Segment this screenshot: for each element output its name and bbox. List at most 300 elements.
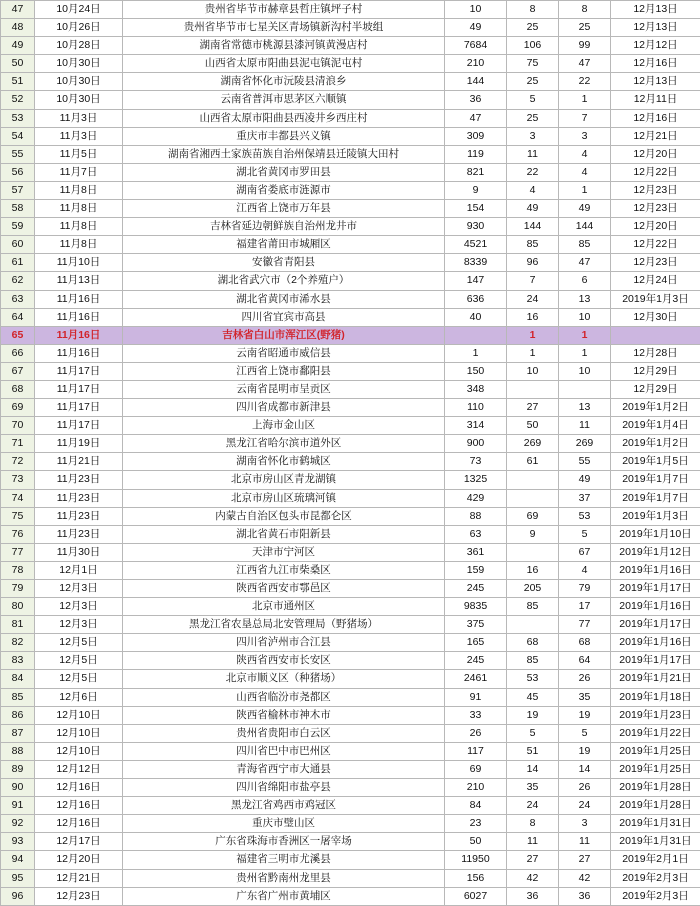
row-index-cell: 88 [1,742,35,760]
end-date-cell: 2019年2月3日 [611,887,700,905]
report-date-cell: 12月16日 [35,797,123,815]
stock-count-cell [445,326,507,344]
table-row [1,652,700,670]
case-count-cell: 61 [507,453,559,471]
end-date-cell: 2019年1月28日 [611,779,700,797]
case-count-cell: 16 [507,308,559,326]
death-count-cell: 13 [559,399,611,417]
stock-count-cell: 33 [445,706,507,724]
end-date-cell: 2019年1月17日 [611,616,700,634]
death-count-cell: 19 [559,706,611,724]
table-row [1,55,700,73]
report-date-cell: 12月12日 [35,760,123,778]
location-cell: 云南省昆明市呈贡区 [123,380,445,398]
death-count-cell: 27 [559,851,611,869]
end-date-cell: 12月22日 [611,163,700,181]
stock-count-cell: 50 [445,833,507,851]
row-index-cell: 62 [1,272,35,290]
end-date-cell: 2019年1月4日 [611,417,700,435]
end-date-cell: 12月23日 [611,254,700,272]
case-count-cell: 36 [507,887,559,905]
location-cell: 江西省上饶市万年县 [123,200,445,218]
report-date-cell: 11月17日 [35,380,123,398]
report-date-cell: 12月17日 [35,833,123,851]
end-date-cell: 12月13日 [611,73,700,91]
table-row [1,797,700,815]
stock-count-cell: 36 [445,91,507,109]
stock-count-cell: 361 [445,543,507,561]
end-date-cell: 12月21日 [611,127,700,145]
stock-count-cell: 154 [445,200,507,218]
table-row [1,218,700,236]
row-index-cell: 91 [1,797,35,815]
stock-count-cell: 117 [445,742,507,760]
stock-count-cell: 11950 [445,851,507,869]
table-row [1,290,700,308]
death-count-cell: 4 [559,561,611,579]
end-date-cell: 2019年1月3日 [611,290,700,308]
row-index-cell: 87 [1,724,35,742]
row-index-cell: 86 [1,706,35,724]
death-count-cell: 42 [559,869,611,887]
table-row [1,362,700,380]
case-count-cell: 35 [507,779,559,797]
row-index-cell: 76 [1,525,35,543]
table-row [1,869,700,887]
stock-count-cell: 7684 [445,37,507,55]
table-row [1,742,700,760]
case-count-cell [507,543,559,561]
case-count-cell: 51 [507,742,559,760]
end-date-cell: 2019年1月16日 [611,598,700,616]
end-date-cell: 2019年1月3日 [611,507,700,525]
row-index-cell: 48 [1,19,35,37]
case-count-cell: 53 [507,670,559,688]
stock-count-cell: 156 [445,869,507,887]
report-date-cell: 10月24日 [35,1,123,19]
stock-count-cell: 147 [445,272,507,290]
location-cell: 四川省绵阳市盐亭县 [123,779,445,797]
table-row [1,688,700,706]
report-date-cell: 12月23日 [35,887,123,905]
row-index-cell: 50 [1,55,35,73]
case-count-cell: 269 [507,435,559,453]
case-count-cell [507,616,559,634]
row-index-cell: 77 [1,543,35,561]
location-cell: 四川省宜宾市高县 [123,308,445,326]
report-date-cell: 12月6日 [35,688,123,706]
case-count-cell: 75 [507,55,559,73]
stock-count-cell: 1 [445,344,507,362]
death-count-cell: 26 [559,779,611,797]
stock-count-cell: 6027 [445,887,507,905]
death-count-cell: 49 [559,471,611,489]
death-count-cell: 24 [559,797,611,815]
table-row [1,471,700,489]
table-row [1,507,700,525]
report-date-cell: 11月23日 [35,525,123,543]
location-cell: 云南省昭通市威信县 [123,344,445,362]
case-count-cell: 1 [507,326,559,344]
row-index-cell: 74 [1,489,35,507]
location-cell: 湖北省武穴市（2个养殖户） [123,272,445,290]
report-date-cell: 10月28日 [35,37,123,55]
case-count-cell: 9 [507,525,559,543]
location-cell: 湖南省湘西土家族苗族自治州保靖县迁陵镇大田村 [123,145,445,163]
location-cell: 福建省三明市尤溪县 [123,851,445,869]
case-count-cell: 4 [507,181,559,199]
case-count-cell: 5 [507,724,559,742]
stock-count-cell: 40 [445,308,507,326]
end-date-cell: 2019年1月22日 [611,724,700,742]
stock-count-cell: 348 [445,380,507,398]
report-date-cell: 11月5日 [35,145,123,163]
end-date-cell: 12月20日 [611,218,700,236]
row-index-cell: 70 [1,417,35,435]
location-cell: 内蒙古自治区包头市昆都仑区 [123,507,445,525]
location-cell: 吉林省白山市浑江区(野猪) [123,326,445,344]
report-date-cell: 12月20日 [35,851,123,869]
report-date-cell: 11月23日 [35,471,123,489]
case-count-cell [507,471,559,489]
table-row [1,326,700,344]
table-row [1,399,700,417]
stock-count-cell: 110 [445,399,507,417]
end-date-cell: 2019年2月1日 [611,851,700,869]
report-date-cell: 12月3日 [35,598,123,616]
location-cell: 湖南省怀化市沅陵县清浪乡 [123,73,445,91]
case-count-cell: 24 [507,290,559,308]
report-date-cell: 12月1日 [35,561,123,579]
report-date-cell: 11月8日 [35,181,123,199]
stock-count-cell: 429 [445,489,507,507]
table-row [1,145,700,163]
report-date-cell: 11月16日 [35,326,123,344]
row-index-cell: 81 [1,616,35,634]
location-cell: 陕西省榆林市神木市 [123,706,445,724]
stock-count-cell: 821 [445,163,507,181]
death-count-cell: 77 [559,616,611,634]
death-count-cell: 47 [559,55,611,73]
end-date-cell: 12月13日 [611,19,700,37]
table-row [1,37,700,55]
stock-count-cell: 23 [445,815,507,833]
row-index-cell: 80 [1,598,35,616]
row-index-cell: 49 [1,37,35,55]
row-index-cell: 82 [1,634,35,652]
end-date-cell: 2019年1月2日 [611,435,700,453]
row-index-cell: 90 [1,779,35,797]
row-index-cell: 60 [1,236,35,254]
report-date-cell: 11月13日 [35,272,123,290]
report-date-cell: 11月8日 [35,218,123,236]
case-count-cell: 85 [507,652,559,670]
end-date-cell: 12月29日 [611,362,700,380]
report-date-cell: 10月30日 [35,73,123,91]
location-cell: 云南省普洱市思茅区六顺镇 [123,91,445,109]
row-index-cell: 54 [1,127,35,145]
stock-count-cell: 210 [445,779,507,797]
case-count-cell: 19 [507,706,559,724]
stock-count-cell: 1325 [445,471,507,489]
death-count-cell: 269 [559,435,611,453]
stock-count-cell: 4521 [445,236,507,254]
death-count-cell: 10 [559,308,611,326]
stock-count-cell: 84 [445,797,507,815]
report-date-cell: 11月7日 [35,163,123,181]
table-row [1,525,700,543]
stock-count-cell: 150 [445,362,507,380]
death-count-cell: 67 [559,543,611,561]
table-body [1,1,700,906]
stock-count-cell: 9 [445,181,507,199]
stock-count-cell: 165 [445,634,507,652]
row-index-cell: 47 [1,1,35,19]
report-date-cell: 11月23日 [35,489,123,507]
stock-count-cell: 2461 [445,670,507,688]
table-row [1,833,700,851]
end-date-cell: 12月13日 [611,1,700,19]
case-count-cell: 25 [507,73,559,91]
table-row [1,127,700,145]
death-count-cell: 37 [559,489,611,507]
row-index-cell: 96 [1,887,35,905]
death-count-cell: 53 [559,507,611,525]
row-index-cell: 52 [1,91,35,109]
stock-count-cell: 73 [445,453,507,471]
end-date-cell: 12月22日 [611,236,700,254]
end-date-cell: 2019年1月17日 [611,580,700,598]
case-count-cell: 24 [507,797,559,815]
death-count-cell: 22 [559,73,611,91]
row-index-cell: 95 [1,869,35,887]
death-count-cell: 55 [559,453,611,471]
end-date-cell: 2019年1月18日 [611,688,700,706]
case-count-cell: 45 [507,688,559,706]
table-row [1,543,700,561]
case-count-cell: 144 [507,218,559,236]
case-count-cell: 96 [507,254,559,272]
end-date-cell: 2019年1月16日 [611,561,700,579]
report-date-cell: 11月19日 [35,435,123,453]
location-cell: 山西省临汾市尧都区 [123,688,445,706]
table-row [1,887,700,905]
location-cell: 青海省西宁市大通县 [123,760,445,778]
death-count-cell: 144 [559,218,611,236]
report-date-cell: 12月3日 [35,616,123,634]
location-cell: 湖北省黄石市阳新县 [123,525,445,543]
location-cell: 北京市房山区青龙湖镇 [123,471,445,489]
row-index-cell: 75 [1,507,35,525]
end-date-cell: 2019年1月16日 [611,634,700,652]
case-count-cell: 69 [507,507,559,525]
report-date-cell: 11月16日 [35,290,123,308]
end-date-cell: 2019年1月28日 [611,797,700,815]
table-row [1,109,700,127]
table-row [1,308,700,326]
report-date-cell: 12月10日 [35,706,123,724]
row-index-cell: 73 [1,471,35,489]
end-date-cell: 2019年1月17日 [611,652,700,670]
location-cell: 上海市金山区 [123,417,445,435]
death-count-cell: 10 [559,362,611,380]
table-row [1,706,700,724]
row-index-cell: 68 [1,380,35,398]
location-cell: 广东省广州市黄埔区 [123,887,445,905]
table-row [1,760,700,778]
location-cell: 吉林省延边朝鲜族自治州龙井市 [123,218,445,236]
row-index-cell: 67 [1,362,35,380]
stock-count-cell: 47 [445,109,507,127]
case-count-cell [507,380,559,398]
end-date-cell: 12月29日 [611,380,700,398]
location-cell: 贵州省毕节市赫章县哲庄镇坪子村 [123,1,445,19]
case-count-cell: 8 [507,815,559,833]
stock-count-cell: 900 [445,435,507,453]
death-count-cell: 25 [559,19,611,37]
report-date-cell: 12月5日 [35,634,123,652]
death-count-cell: 4 [559,145,611,163]
location-cell: 陕西省西安市长安区 [123,652,445,670]
end-date-cell: 12月12日 [611,37,700,55]
table-row [1,236,700,254]
end-date-cell [611,326,700,344]
end-date-cell: 12月23日 [611,181,700,199]
death-count-cell: 1 [559,181,611,199]
death-count-cell: 3 [559,127,611,145]
location-cell: 黑龙江省鸡西市鸡冠区 [123,797,445,815]
row-index-cell: 53 [1,109,35,127]
case-count-cell [507,489,559,507]
case-count-cell: 10 [507,362,559,380]
death-count-cell: 7 [559,109,611,127]
stock-count-cell: 91 [445,688,507,706]
end-date-cell: 2019年1月2日 [611,399,700,417]
report-date-cell: 11月17日 [35,362,123,380]
location-cell: 陕西省西安市鄠邑区 [123,580,445,598]
stock-count-cell: 636 [445,290,507,308]
report-date-cell: 12月16日 [35,815,123,833]
location-cell: 北京市通州区 [123,598,445,616]
location-cell: 湖南省怀化市鹤城区 [123,453,445,471]
location-cell: 湖南省常德市桃源县漆河镇黄漫店村 [123,37,445,55]
stock-count-cell: 49 [445,19,507,37]
case-count-cell: 8 [507,1,559,19]
location-cell: 重庆市璧山区 [123,815,445,833]
death-count-cell: 14 [559,760,611,778]
row-index-cell: 69 [1,399,35,417]
death-count-cell: 8 [559,1,611,19]
death-count-cell: 13 [559,290,611,308]
row-index-cell: 56 [1,163,35,181]
report-date-cell: 12月21日 [35,869,123,887]
row-index-cell: 85 [1,688,35,706]
death-count-cell: 64 [559,652,611,670]
end-date-cell: 2019年1月25日 [611,742,700,760]
death-count-cell [559,380,611,398]
table-row [1,851,700,869]
row-index-cell: 71 [1,435,35,453]
death-count-cell: 36 [559,887,611,905]
location-cell: 贵州省毕节市七星关区青场镇新沟村半坡组 [123,19,445,37]
death-count-cell: 79 [559,580,611,598]
location-cell: 黑龙江省农垦总局北安管理局（野猪场） [123,616,445,634]
case-count-cell: 5 [507,91,559,109]
table-row [1,634,700,652]
table-row [1,561,700,579]
death-count-cell: 85 [559,236,611,254]
table-row [1,779,700,797]
report-date-cell: 11月8日 [35,200,123,218]
stock-count-cell: 9835 [445,598,507,616]
case-count-cell: 7 [507,272,559,290]
end-date-cell: 2019年1月21日 [611,670,700,688]
report-date-cell: 11月3日 [35,109,123,127]
death-count-cell: 11 [559,833,611,851]
table-row [1,616,700,634]
stock-count-cell: 245 [445,580,507,598]
case-count-cell: 27 [507,851,559,869]
stock-count-cell: 159 [445,561,507,579]
case-count-cell: 25 [507,19,559,37]
report-date-cell: 10月26日 [35,19,123,37]
death-count-cell: 1 [559,91,611,109]
death-count-cell: 4 [559,163,611,181]
end-date-cell: 12月11日 [611,91,700,109]
case-count-cell: 49 [507,200,559,218]
table-row [1,254,700,272]
location-cell: 广东省珠海市香洲区一屠宰场 [123,833,445,851]
stock-count-cell: 375 [445,616,507,634]
report-date-cell: 12月16日 [35,779,123,797]
report-date-cell: 11月30日 [35,543,123,561]
case-count-cell: 11 [507,145,559,163]
table-row [1,380,700,398]
end-date-cell: 2019年2月3日 [611,869,700,887]
location-cell: 四川省成都市新津县 [123,399,445,417]
location-cell: 北京市房山区琉璃河镇 [123,489,445,507]
row-index-cell: 94 [1,851,35,869]
location-cell: 北京市顺义区（种猪场） [123,670,445,688]
end-date-cell: 2019年1月10日 [611,525,700,543]
stock-count-cell: 69 [445,760,507,778]
case-count-cell: 22 [507,163,559,181]
location-cell: 山西省太原市阳曲县西凌井乡西庄村 [123,109,445,127]
location-cell: 安徽省青阳县 [123,254,445,272]
end-date-cell: 2019年1月31日 [611,833,700,851]
location-cell: 四川省巴中市巴州区 [123,742,445,760]
case-count-cell: 85 [507,236,559,254]
row-index-cell: 59 [1,218,35,236]
report-date-cell: 10月30日 [35,91,123,109]
death-count-cell: 47 [559,254,611,272]
end-date-cell: 12月23日 [611,200,700,218]
table-row [1,181,700,199]
case-count-cell: 14 [507,760,559,778]
table-row [1,1,700,19]
end-date-cell: 12月24日 [611,272,700,290]
death-count-cell: 17 [559,598,611,616]
stock-count-cell: 63 [445,525,507,543]
case-count-cell: 85 [507,598,559,616]
death-count-cell: 49 [559,200,611,218]
report-date-cell: 11月17日 [35,399,123,417]
table-row [1,435,700,453]
row-index-cell: 84 [1,670,35,688]
stock-count-cell: 144 [445,73,507,91]
table-row [1,724,700,742]
end-date-cell: 2019年1月25日 [611,760,700,778]
